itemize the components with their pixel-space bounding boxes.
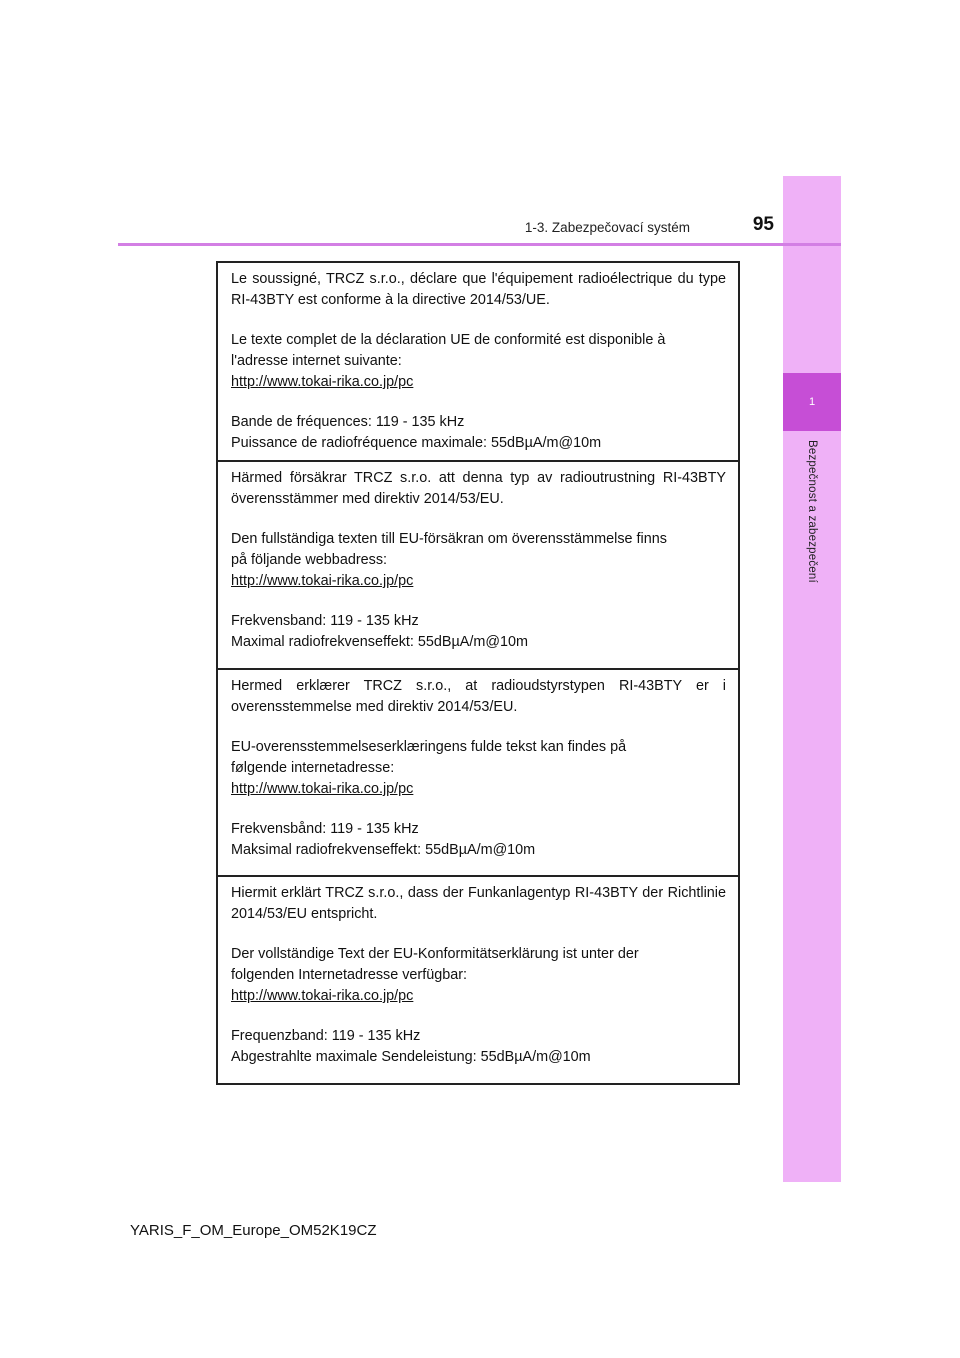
statement: Härmed försäkrar TRCZ s.r.o. att denna typ av radioutrustning RI-43BTY överensstämmer med direktiv 2014/53/EU. — [231, 470, 726, 507]
text-intro-line1: Den fullständiga texten till EU-försäkran om överensstämmelse finns — [231, 531, 667, 547]
text-intro-line2: folgenden Internetadresse verfügbar: — [231, 967, 468, 983]
frequency-band: Frekvensband: 119 - 135 kHz — [231, 613, 419, 629]
text-intro-line1: Le texte complet de la déclaration UE de conformité est disponible à — [231, 332, 666, 348]
declaration-link[interactable]: http://www.tokai-rika.co.jp/pc — [231, 374, 414, 390]
max-power: Puissance de radiofréquence maximale: 55dBµA/m@10m — [231, 435, 602, 451]
declaration-link[interactable]: http://www.tokai-rika.co.jp/pc — [231, 781, 414, 797]
chapter-label-wrap — [783, 440, 841, 670]
text-availability — [231, 330, 726, 393]
page-number: 95 — [752, 214, 774, 235]
radio-specs — [231, 1026, 726, 1068]
max-power: Maximal radiofrekvenseffekt: 55dBµA/m@10m — [231, 634, 528, 650]
text-intro-line2: følgende internetadresse: — [231, 760, 395, 776]
chapter-number: 1 — [808, 396, 816, 408]
declaration-swedish — [218, 460, 738, 668]
statement: Hiermit erklärt TRCZ s.r.o., dass der Funkanlagentyp RI-43BTY der Richtlinie 2014/53/EU entspricht. — [231, 885, 726, 922]
declarations-table — [216, 261, 740, 1085]
text-intro-line2: på följande webbadress: — [231, 552, 388, 568]
declaration-french — [218, 263, 738, 460]
frequency-band: Frekvensbånd: 119 - 135 kHz — [231, 821, 419, 837]
radio-specs — [231, 611, 726, 653]
declaration-link[interactable]: http://www.tokai-rika.co.jp/pc — [231, 988, 414, 1004]
frequency-band: Frequenzband: 119 - 135 kHz — [231, 1028, 421, 1044]
declaration-german — [218, 875, 738, 1083]
document-code: YARIS_F_OM_Europe_OM52K19CZ — [130, 1222, 377, 1239]
max-power: Abgestrahlte maximale Sendeleistung: 55dBµA/m@10m — [231, 1049, 591, 1065]
radio-specs — [231, 819, 726, 861]
frequency-band: Bande de fréquences: 119 - 135 kHz — [231, 414, 465, 430]
text-intro-line1: Der vollständige Text der EU-Konformitätserklärung ist unter der — [231, 946, 639, 962]
statement: Hermed erklærer TRCZ s.r.o., at radioudstyrstypen RI-43BTY er i overensstemmelse med direktiv 2014/53/EU. — [231, 678, 726, 715]
text-availability — [231, 737, 726, 800]
text-availability — [231, 529, 726, 592]
chapter-side-tab — [783, 176, 841, 1182]
section-title: 1-3. Zabezpečovací systém — [524, 220, 690, 235]
chapter-label: Bezpečnost a zabezpečení — [806, 440, 818, 583]
declaration-danish — [218, 668, 738, 875]
text-intro-line2: l'adresse internet suivante: — [231, 353, 402, 369]
max-power: Maksimal radiofrekvenseffekt: 55dBµA/m@10m — [231, 842, 536, 858]
radio-specs — [231, 412, 726, 454]
header-rule — [118, 243, 841, 246]
statement: Le soussigné, TRCZ s.r.o., déclare que l'équipement radioélectrique du type RI-43BTY est conforme à la directive 2014/53/UE. — [231, 271, 726, 308]
chapter-number-badge — [783, 373, 841, 431]
text-availability — [231, 944, 726, 1007]
declaration-link[interactable]: http://www.tokai-rika.co.jp/pc — [231, 573, 414, 589]
text-intro-line1: EU-overensstemmelseserklæringens fulde tekst kan findes på — [231, 739, 627, 755]
